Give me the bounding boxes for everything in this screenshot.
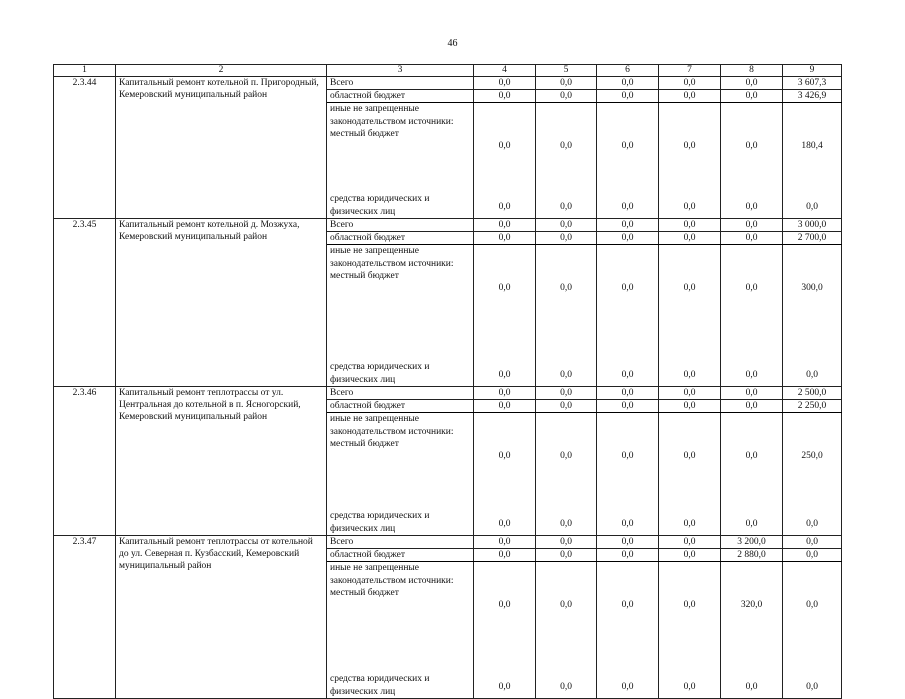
value-total: 0,0: [474, 536, 536, 549]
sources-label-cell: [327, 245, 474, 387]
sources-value-cell: [783, 562, 842, 699]
table-body: [54, 77, 842, 699]
value-local: 0,0: [621, 283, 634, 293]
sources-value-cell: [721, 413, 783, 536]
budget-table: [53, 64, 842, 699]
sources-value-cell: [474, 245, 536, 387]
value-local: 0,0: [683, 141, 696, 151]
value-legal: 0,0: [498, 519, 511, 529]
value-local: 0,0: [806, 600, 818, 610]
value-regional: 2 700,0: [783, 232, 842, 245]
sources-value-cell: [659, 562, 721, 699]
item-name: Капитальный ремонт теплотрассы от котельной до ул. Северная п. Кузбасский, Кемеровский муниципальный район: [116, 536, 327, 699]
value-regional: 0,0: [783, 549, 842, 562]
label-other: иные не запрещенные законодательством источники:: [330, 563, 454, 586]
sources-value-cell: [474, 562, 536, 699]
value-total: 0,0: [536, 536, 597, 549]
value-regional: 0,0: [474, 400, 536, 413]
value-regional: 0,0: [597, 232, 659, 245]
value-legal: 0,0: [806, 202, 818, 212]
table-row: [54, 219, 842, 232]
value-legal: 0,0: [621, 682, 634, 692]
value-regional: 0,0: [659, 90, 721, 103]
label-other: иные не запрещенные законодательством источники:: [330, 104, 454, 127]
value-local: 0,0: [560, 451, 572, 461]
value-local: 300,0: [801, 283, 823, 293]
label-legal: средства юридических и физических лиц: [330, 194, 430, 217]
value-total: 0,0: [659, 219, 721, 232]
value-legal: 0,0: [560, 682, 572, 692]
sources-value-cell: [783, 245, 842, 387]
value-regional: 0,0: [659, 400, 721, 413]
label-total: Всего: [327, 219, 474, 232]
value-regional: 0,0: [536, 232, 597, 245]
value-regional: 3 426,9: [783, 90, 842, 103]
value-local: 0,0: [560, 600, 572, 610]
value-total: 0,0: [474, 77, 536, 90]
label-total: Всего: [327, 387, 474, 400]
sources-label-cell: [327, 413, 474, 536]
value-legal: 0,0: [621, 202, 634, 212]
value-legal: 0,0: [621, 519, 634, 529]
item-number: 2.3.44: [54, 77, 116, 219]
value-regional: 0,0: [474, 232, 536, 245]
value-legal: 0,0: [560, 370, 572, 380]
value-local: 0,0: [498, 600, 511, 610]
header-cell: 4: [474, 65, 536, 77]
value-legal: 0,0: [683, 682, 696, 692]
value-local: 0,0: [745, 283, 758, 293]
value-regional: 0,0: [536, 549, 597, 562]
value-legal: 0,0: [621, 370, 634, 380]
value-legal: 0,0: [498, 370, 511, 380]
header-row: [54, 65, 842, 77]
value-local: 0,0: [560, 141, 572, 151]
label-legal: средства юридических и физических лиц: [330, 362, 430, 385]
value-legal: 0,0: [498, 682, 511, 692]
value-legal: 0,0: [806, 682, 818, 692]
label-local: местный бюджет: [330, 439, 399, 449]
label-local: местный бюджет: [330, 588, 399, 598]
value-regional: 0,0: [597, 90, 659, 103]
header-cell: 9: [783, 65, 842, 77]
value-local: 250,0: [801, 451, 823, 461]
header-cell: 8: [721, 65, 783, 77]
label-other: иные не запрещенные законодательством источники:: [330, 414, 454, 437]
value-total: 3 000,0: [783, 219, 842, 232]
value-regional: 0,0: [721, 90, 783, 103]
label-total: Всего: [327, 536, 474, 549]
value-total: 0,0: [659, 77, 721, 90]
value-total: 0,0: [597, 387, 659, 400]
header-cell: 1: [54, 65, 116, 77]
value-local: 0,0: [498, 141, 511, 151]
sources-value-cell: [597, 413, 659, 536]
sources-value-cell: [721, 103, 783, 219]
header-cell: 5: [536, 65, 597, 77]
value-total: 0,0: [659, 387, 721, 400]
item-name: Капитальный ремонт котельной п. Пригородный, Кемеровский муниципальный район: [116, 77, 327, 219]
sources-value-cell: [783, 413, 842, 536]
value-total: 0,0: [597, 536, 659, 549]
value-regional: 2 250,0: [783, 400, 842, 413]
value-total: 0,0: [536, 219, 597, 232]
value-legal: 0,0: [745, 202, 758, 212]
sources-value-cell: [659, 103, 721, 219]
value-local: 0,0: [498, 451, 511, 461]
item-name: Капитальный ремонт теплотрассы от ул. Центральная до котельной в п. Ясногорский, Кемеровский муниципальный район: [116, 387, 327, 536]
label-regional: областной бюджет: [327, 232, 474, 245]
value-regional: 0,0: [659, 549, 721, 562]
header-cell: 6: [597, 65, 659, 77]
label-other: иные не запрещенные законодательством источники:: [330, 246, 454, 269]
value-local: 0,0: [745, 451, 758, 461]
item-number: 2.3.47: [54, 536, 116, 699]
item-number: 2.3.45: [54, 219, 116, 387]
label-legal: средства юридических и физических лиц: [330, 511, 430, 534]
value-legal: 0,0: [683, 202, 696, 212]
sources-value-cell: [597, 245, 659, 387]
sources-value-cell: [783, 103, 842, 219]
value-regional: 0,0: [659, 232, 721, 245]
label-legal: средства юридических и физических лиц: [330, 674, 430, 697]
sources-value-cell: [474, 413, 536, 536]
sources-value-cell: [659, 413, 721, 536]
value-regional: 0,0: [474, 549, 536, 562]
sources-value-cell: [536, 103, 597, 219]
value-local: 0,0: [683, 283, 696, 293]
header-cell: 7: [659, 65, 721, 77]
value-local: 0,0: [745, 141, 758, 151]
sources-value-cell: [474, 103, 536, 219]
sources-value-cell: [536, 562, 597, 699]
value-local: 0,0: [683, 600, 696, 610]
table-row: [54, 77, 842, 90]
value-local: 180,4: [801, 141, 823, 151]
item-name: Капитальный ремонт котельной д. Мозжуха, Кемеровский муниципальный район: [116, 219, 327, 387]
value-total: 0,0: [536, 387, 597, 400]
value-total: 0,0: [721, 219, 783, 232]
value-total: 0,0: [721, 77, 783, 90]
value-legal: 0,0: [560, 202, 572, 212]
value-regional: 0,0: [536, 400, 597, 413]
label-total: Всего: [327, 77, 474, 90]
value-regional: 0,0: [597, 549, 659, 562]
value-total: 3 607,3: [783, 77, 842, 90]
value-legal: 0,0: [683, 370, 696, 380]
value-legal: 0,0: [683, 519, 696, 529]
value-total: 3 200,0: [721, 536, 783, 549]
value-total: 0,0: [721, 387, 783, 400]
sources-value-cell: [659, 245, 721, 387]
item-number: 2.3.46: [54, 387, 116, 536]
value-regional: 0,0: [474, 90, 536, 103]
table-row: [54, 536, 842, 549]
header-cell: 2: [116, 65, 327, 77]
label-regional: областной бюджет: [327, 90, 474, 103]
table-row: [54, 387, 842, 400]
value-regional: 0,0: [536, 90, 597, 103]
label-local: местный бюджет: [330, 271, 399, 281]
value-legal: 0,0: [745, 682, 758, 692]
sources-value-cell: [536, 413, 597, 536]
value-local: 0,0: [560, 283, 572, 293]
value-total: 0,0: [474, 219, 536, 232]
value-total: 2 500,0: [783, 387, 842, 400]
header-cell: 3: [327, 65, 474, 77]
value-total: 0,0: [597, 77, 659, 90]
value-total: 0,0: [536, 77, 597, 90]
value-legal: 0,0: [560, 519, 572, 529]
value-regional: 2 880,0: [721, 549, 783, 562]
value-total: 0,0: [659, 536, 721, 549]
value-regional: 0,0: [721, 400, 783, 413]
sources-value-cell: [597, 103, 659, 219]
value-local: 0,0: [683, 451, 696, 461]
value-regional: 0,0: [721, 232, 783, 245]
sources-value-cell: [536, 245, 597, 387]
page-number: 46: [447, 38, 458, 49]
label-regional: областной бюджет: [327, 400, 474, 413]
sources-value-cell: [597, 562, 659, 699]
value-legal: 0,0: [498, 202, 511, 212]
value-local: 0,0: [498, 283, 511, 293]
label-local: местный бюджет: [330, 129, 399, 139]
sources-value-cell: [721, 562, 783, 699]
value-local: 0,0: [621, 600, 634, 610]
value-legal: 0,0: [745, 519, 758, 529]
value-local: 0,0: [621, 451, 634, 461]
value-legal: 0,0: [745, 370, 758, 380]
value-regional: 0,0: [597, 400, 659, 413]
sources-label-cell: [327, 103, 474, 219]
value-legal: 0,0: [806, 370, 818, 380]
value-total: 0,0: [474, 387, 536, 400]
sources-value-cell: [721, 245, 783, 387]
sources-label-cell: [327, 562, 474, 699]
label-regional: областной бюджет: [327, 549, 474, 562]
value-local: 0,0: [621, 141, 634, 151]
value-local: 320,0: [740, 600, 763, 610]
value-total: 0,0: [597, 219, 659, 232]
value-legal: 0,0: [806, 519, 818, 529]
value-total: 0,0: [783, 536, 842, 549]
